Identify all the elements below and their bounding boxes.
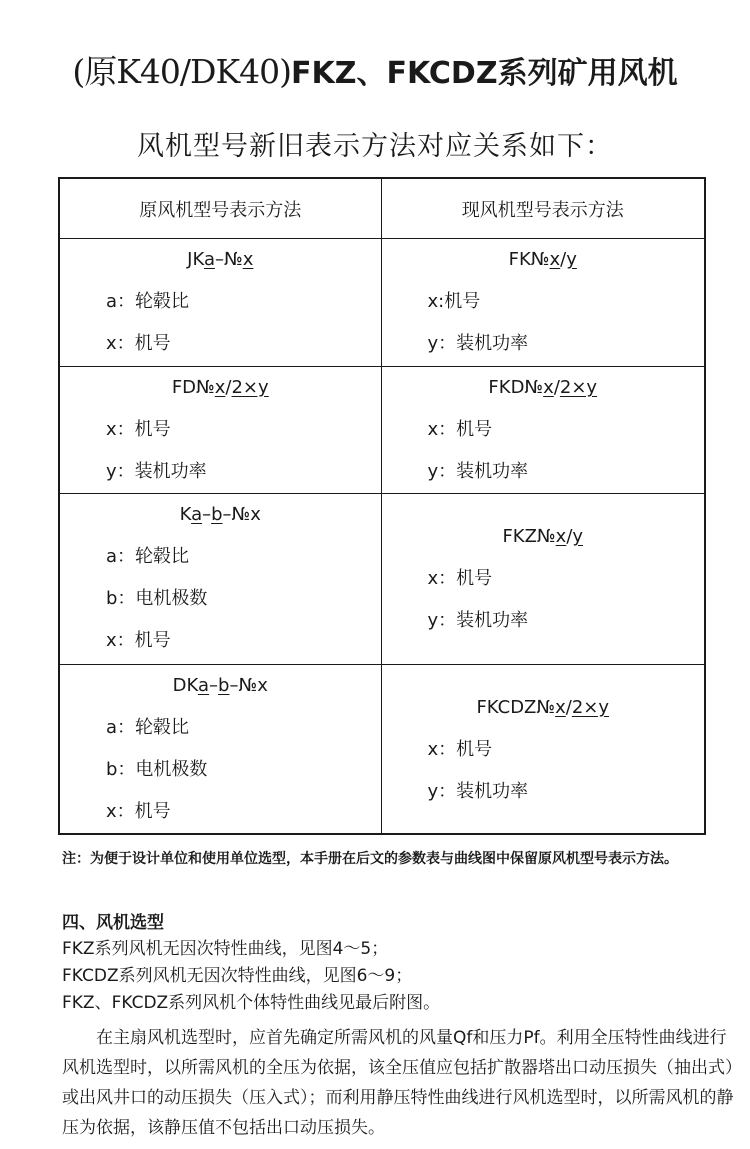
old-model-code: FD№x/2×y [171, 377, 269, 398]
new-model-code: FKCDZ№x/2×y [476, 697, 610, 718]
legend-line: y：装机功率 [427, 333, 529, 354]
section-line: FKZ系列风机无因次特性曲线，见图4～5； [62, 939, 389, 959]
old-model-cell [59, 367, 381, 494]
section-paragraph: 在主扇风机选型时，应首先确定所需风机的风量Qf和压力Pf。利用全压特性曲线进行风机选型时，以所需风机的全压为依据，该全压值应包括扩散器塔出口动压损失（抽出式）或出风井口的动压损失（压入式）；而利用静压特性曲线进行风机选型时，以所需风机的静压为依据，该静压值不包括出口动压损失。 [62, 1028, 734, 1138]
section-line: FKZ、FKCDZ系列风机个体特性曲线见最后附图。 [62, 993, 441, 1013]
table-row [59, 665, 705, 834]
legend-line: x：机号 [106, 333, 171, 354]
legend-line: x：机号 [106, 419, 171, 440]
new-model-code: FKD№x/2×y [488, 377, 598, 398]
table-note: 注：为便于设计单位和使用单位选型，本手册在后文的参数表与曲线图中保留原风机型号表示方法。 [62, 851, 678, 867]
legend-line: y：装机功率 [427, 610, 529, 631]
legend-line: b：电机极数 [106, 588, 208, 609]
new-model-cell [381, 665, 705, 834]
section-line: FKCDZ系列风机无因次特性曲线，见图6～9； [62, 966, 413, 986]
old-model-cell [59, 239, 381, 367]
section-title: 四、风机选型 [62, 913, 164, 933]
old-model-code: DKa–b–№x [172, 675, 268, 696]
table-row [59, 239, 705, 367]
new-model-cell [381, 494, 705, 665]
new-model-cell [381, 367, 705, 494]
model-mapping-table [58, 177, 706, 835]
legend-line: y：装机功率 [106, 461, 207, 482]
table-row [59, 494, 705, 665]
new-model-cell [381, 239, 705, 367]
page-title [0, 46, 750, 96]
old-model-code: Ka–b–№x [179, 504, 261, 525]
old-model-cell [59, 665, 381, 834]
new-model-code: FK№x/y [508, 249, 577, 270]
table-row [59, 367, 705, 494]
subtitle: 风机型号新旧表示方法对应关系如下： [137, 131, 613, 162]
legend-line: a：轮毂比 [106, 546, 190, 567]
table-header-row [59, 178, 705, 239]
old-model-code: JKa–№x [187, 249, 254, 270]
title-main: FKZ、FKCDZ系列矿用风机 [291, 56, 678, 91]
legend-line: y：装机功率 [427, 461, 529, 482]
legend-line: y：装机功率 [427, 781, 529, 802]
legend-line: x：机号 [106, 801, 171, 822]
legend-line: x：机号 [427, 419, 493, 440]
legend-line: x：机号 [106, 630, 171, 651]
legend-line: a：轮毂比 [106, 717, 190, 738]
title-prefix: (原K40/DK40) [72, 52, 292, 91]
legend-line: b：电机极数 [106, 759, 208, 780]
legend-line: x：机号 [427, 739, 493, 760]
header-new-method: 现风机型号表示方法 [381, 178, 705, 239]
header-old-method: 原风机型号表示方法 [59, 178, 381, 239]
legend-line: x:机号 [427, 291, 481, 312]
old-model-cell [59, 494, 381, 665]
new-model-code: FKZ№x/y [502, 526, 584, 547]
legend-line: x：机号 [427, 568, 493, 589]
legend-line: a：轮毂比 [106, 291, 190, 312]
